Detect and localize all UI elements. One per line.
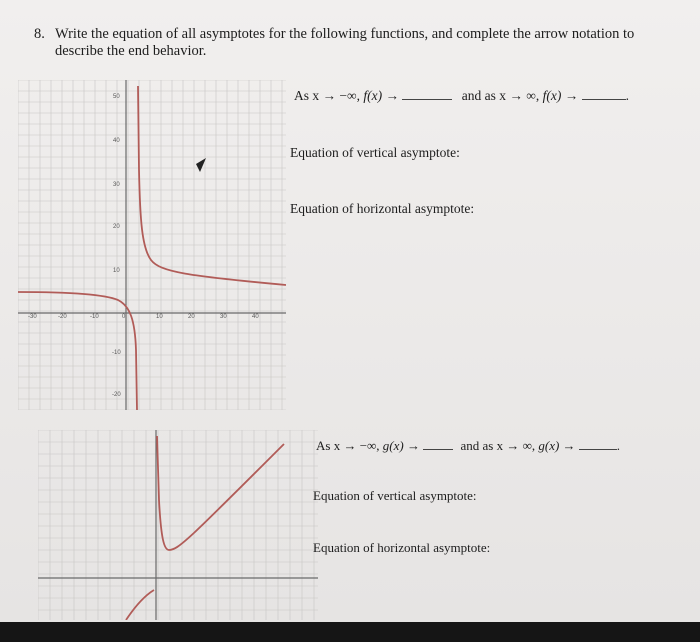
x-tick-label: -30 (28, 314, 37, 320)
graph-f-x-tick-labels (28, 314, 259, 320)
x-tick-label: 30 (220, 314, 227, 320)
f-vertical-asymptote-label: Equation of vertical asymptote: (290, 145, 460, 160)
y-tick-label: -10 (112, 350, 121, 356)
f-curve-right-branch (138, 86, 286, 285)
x-tick-label: 0 (122, 314, 126, 320)
g-left-end-blank[interactable] (423, 437, 453, 450)
g-right-end-blank[interactable] (579, 437, 617, 450)
x-tick-label: 40 (252, 314, 259, 320)
g-horizontal-asymptote-label: Equation of horizontal asymptote: (313, 540, 491, 555)
y-tick-label: 40 (113, 138, 120, 144)
x-tick-label: -20 (58, 314, 67, 320)
f-right-end-blank[interactable] (582, 87, 626, 100)
y-tick-label: 20 (113, 224, 120, 230)
f-horizontal-asymptote-label: Equation of horizontal asymptote: (290, 201, 475, 216)
x-tick-label: -10 (90, 314, 99, 320)
y-tick-label: 30 (113, 182, 120, 188)
problem-text: Write the equation of all asymptotes for the following functions, and complete the arrow notation to describe the end behavior. (55, 26, 635, 59)
graph-f (18, 80, 286, 410)
bottom-edge (0, 622, 700, 642)
x-tick-label: 10 (156, 314, 163, 320)
graph-g-grid (38, 430, 318, 620)
cursor-arrow-icon (196, 158, 206, 172)
x-tick-label: 20 (188, 314, 195, 320)
f-left-end-blank[interactable] (402, 87, 452, 100)
graph-f-y-tick-labels (112, 94, 121, 398)
graph-g (38, 430, 318, 620)
f-end-behavior-line: As x → −∞, f(x) → and as x → ∞, f(x) → . (294, 88, 629, 103)
g-end-behavior-line: As x → −∞, g(x) → and as x → ∞, g(x) → . (316, 438, 621, 453)
y-tick-label: -20 (112, 392, 121, 398)
g-vertical-asymptote-label: Equation of vertical asymptote: (313, 488, 477, 503)
problem-number: 8. (34, 26, 45, 42)
graph-f-grid (18, 80, 286, 410)
y-tick-label: 10 (113, 268, 120, 274)
y-tick-label: 50 (113, 94, 120, 100)
problem-statement (34, 26, 664, 60)
g-curve-left-branch (126, 590, 154, 620)
g-curve-right-branch (157, 436, 284, 550)
